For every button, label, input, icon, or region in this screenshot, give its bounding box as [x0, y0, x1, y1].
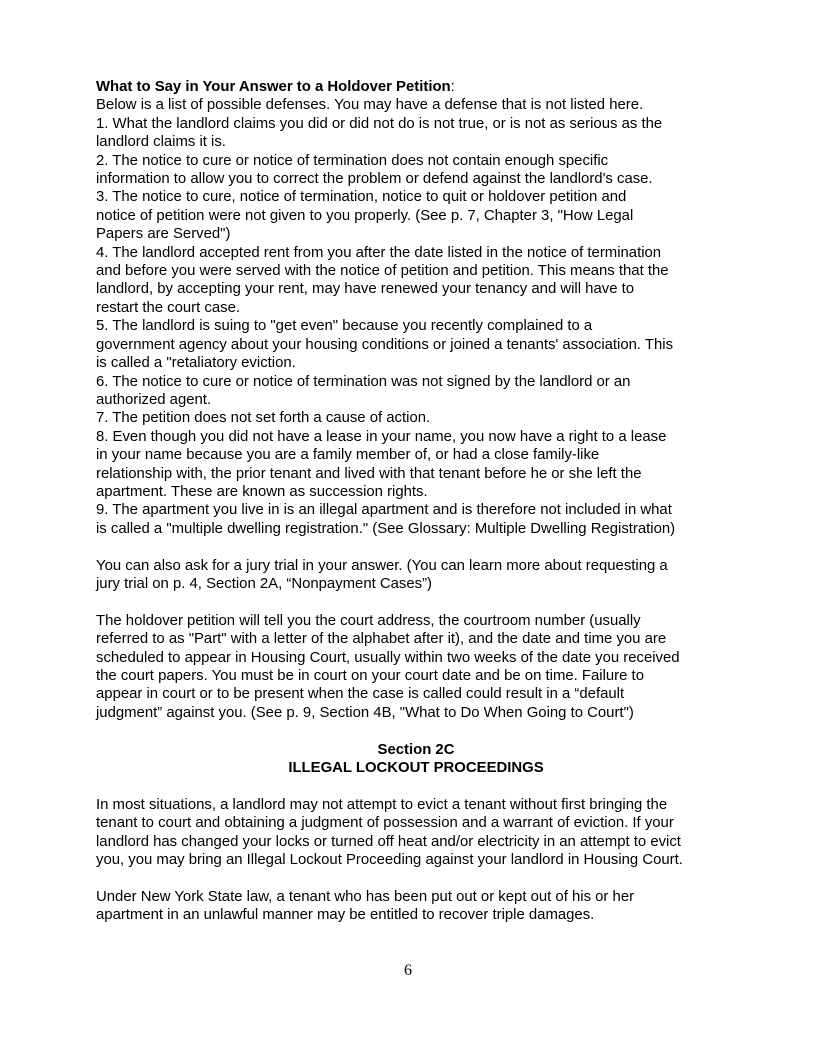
- text-line: and before you were served with the notice of petition and petition. This means that the: [96, 263, 669, 280]
- jury-trial-paragraph: [96, 557, 736, 594]
- text-line: 7. The petition does not set forth a cause of action.: [96, 410, 431, 427]
- text-line: apartment. These are known as succession rights.: [96, 483, 428, 500]
- text-line: landlord claims it is.: [96, 134, 226, 151]
- text-line: notice of petition were not given to you properly. (See p. 7, Chapter 3, "How Legal: [96, 207, 634, 224]
- text-line: information to allow you to correct the problem or defend against the landlord's case.: [96, 171, 653, 188]
- text-line: the court papers. You must be in court on your court date and be on time. Failure to: [96, 667, 644, 684]
- answer-heading: [96, 78, 736, 96]
- section-number: Section 2C: [377, 741, 455, 758]
- paragraph-gap: [96, 593, 736, 611]
- defenses-list: [96, 96, 736, 538]
- text-line: judgment” against you. (See p. 9, Section 4B, "What to Do When Going to Court"): [96, 704, 634, 721]
- text-line: 8. Even though you did not have a lease in your name, you now have a right to a lease: [96, 428, 667, 445]
- text-line: relationship with, the prior tenant and lived with that tenant before he or she left the: [96, 465, 642, 482]
- state-law-paragraph: [96, 888, 736, 925]
- court-info-paragraph: [96, 612, 736, 722]
- text-line: apartment in an unlawful manner may be entitled to recover triple damages.: [96, 907, 595, 924]
- text-line: scheduled to appear in Housing Court, usually within two weeks of the date you received: [96, 649, 680, 666]
- text-line: In most situations, a landlord may not attempt to evict a tenant without first bringing the: [96, 796, 668, 813]
- text-line: 6. The notice to cure or notice of termination was not signed by the landlord or an: [96, 373, 631, 390]
- section-title: ILLEGAL LOCKOUT PROCEEDINGS: [288, 759, 544, 776]
- text-line: landlord, by accepting your rent, may have renewed your tenancy and will have to: [96, 281, 635, 298]
- text-line: you, you may bring an Illegal Lockout Proceeding against your landlord in Housing Court.: [96, 852, 683, 868]
- text-line: government agency about your housing conditions or joined a tenants' association. This: [96, 336, 674, 353]
- answer-heading-colon: :: [450, 79, 455, 95]
- text-line: jury trial on p. 4, Section 2A, “Nonpayment Cases”): [96, 575, 433, 592]
- text-line: Below is a list of possible defenses. You may have a defense that is not listed here.: [96, 97, 644, 114]
- text-line: 1. What the landlord claims you did or did not do is not true, or is not as serious as the: [96, 115, 663, 132]
- text-line: 4. The landlord accepted rent from you after the date listed in the notice of termination: [96, 244, 662, 261]
- paragraph-gap: [96, 538, 736, 556]
- text-line: Papers are Served"): [96, 226, 231, 243]
- text-line: 9. The apartment you live in is an illegal apartment and is therefore not included in what: [96, 502, 672, 519]
- paragraph-gap: [96, 869, 736, 887]
- page-number: 6: [404, 962, 412, 979]
- document-page: [96, 78, 736, 925]
- paragraph-gap: [96, 777, 736, 795]
- text-line: in your name because you are a family member of, or had a close family-like: [96, 447, 600, 464]
- lockout-paragraph: [96, 796, 736, 870]
- text-line: The holdover petition will tell you the court address, the courtroom number (usually: [96, 612, 641, 629]
- text-line: authorized agent.: [96, 391, 212, 408]
- text-line: Under New York State law, a tenant who has been put out or kept out of his or her: [96, 888, 635, 905]
- text-line: appear in court or to be present when the case is called could result in a “default: [96, 686, 625, 703]
- text-line: tenant to court and obtaining a judgment of possession and a warrant of eviction. If your: [96, 815, 674, 832]
- text-line: 2. The notice to cure or notice of termination does not contain enough specific: [96, 152, 609, 169]
- text-line: referred to as "Part" with a letter of the alphabet after it), and the date and time you are: [96, 631, 667, 648]
- answer-heading-bold: What to Say in Your Answer to a Holdover Petition: [96, 79, 451, 95]
- paragraph-gap: [96, 722, 736, 740]
- text-line: You can also ask for a jury trial in your answer. (You can learn more about requesting a: [96, 557, 668, 574]
- text-line: is called a "retaliatory eviction.: [96, 355, 296, 372]
- text-line: 3. The notice to cure, notice of termination, notice to quit or holdover petition and: [96, 189, 627, 206]
- text-line: is called a "multiple dwelling registration." (See Glossary: Multiple Dwelling Registration): [96, 520, 676, 537]
- text-line: restart the court case.: [96, 299, 241, 316]
- text-line: landlord has changed your locks or turned off heat and/or electricity in an attempt to evict: [96, 833, 681, 850]
- text-line: 5. The landlord is suing to "get even" because you recently complained to a: [96, 318, 593, 335]
